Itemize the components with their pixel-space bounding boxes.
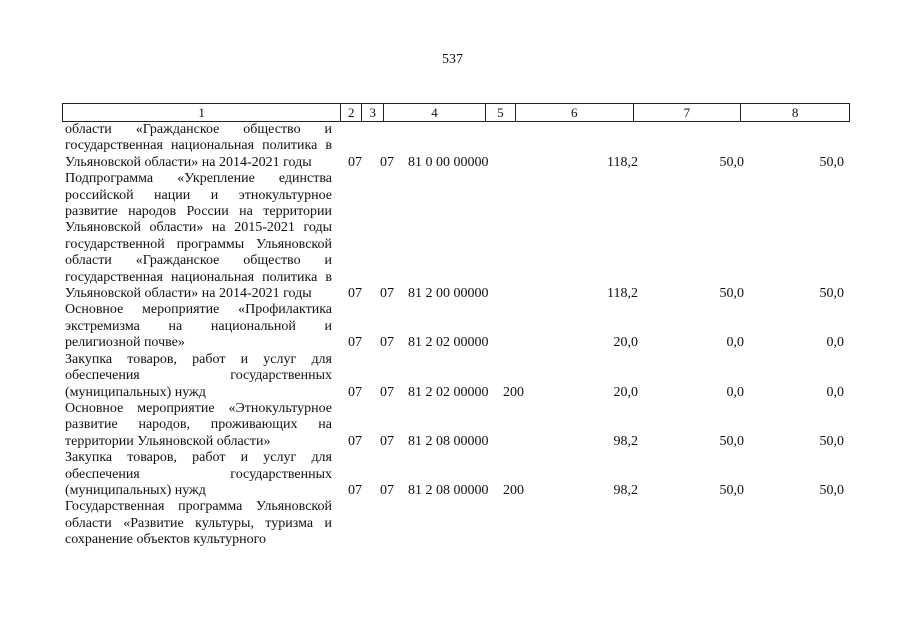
header-col-2: 2 [341, 104, 362, 121]
row-col-3: 07 [380, 154, 394, 170]
row-col-6: 98,2 [613, 482, 638, 498]
page-number: 537 [442, 52, 463, 67]
row-col-4: 81 2 08 00000 [408, 482, 489, 498]
row-col-7: 50,0 [719, 482, 744, 498]
row-col-2: 07 [348, 482, 362, 498]
row-col-3: 07 [380, 433, 394, 449]
row-col-7: 0,0 [726, 384, 744, 400]
row-col-8: 50,0 [819, 482, 844, 498]
row-description: Закупка товаров, работ и услуг для обеспечения государственных (муниципальных) нужд [65, 450, 332, 498]
row-description: Подпрограмма «Укрепление единства российской нации и этнокультурное развитие народов России на территории Ульяновской области» на 2015-2021 годы государственной программы Ульяновской области «Гражданское общество и государственная национальная политика в Ульяновской области» на 2014-2021 годы [65, 171, 332, 302]
table-row [62, 401, 850, 450]
row-col-2: 07 [348, 335, 362, 351]
header-col-3: 3 [362, 104, 384, 121]
header-col-1: 1 [63, 104, 341, 121]
row-description: области «Гражданское общество и государственная национальная политика в Ульяновской области» на 2014-2021 годы [65, 122, 332, 170]
row-col-7: 50,0 [719, 154, 744, 170]
row-col-4: 81 2 02 00000 [408, 335, 489, 351]
row-description: Основное мероприятие «Этнокультурное развитие народов, проживающих на территории Ульяновской области» [65, 400, 332, 449]
row-col-8: 50,0 [819, 433, 844, 449]
row-col-2: 07 [348, 154, 362, 170]
row-col-2: 07 [348, 384, 362, 400]
row-col-6: 98,2 [613, 433, 638, 449]
row-col-8: 50,0 [819, 154, 844, 170]
row-col-4: 81 2 02 00000 [408, 384, 489, 400]
row-col-8: 50,0 [819, 286, 844, 302]
row-col-4: 81 2 00 00000 [408, 286, 489, 302]
table-row [62, 122, 850, 171]
row-col-6: 20,0 [613, 384, 638, 400]
row-col-4: 81 2 08 00000 [408, 433, 489, 449]
table-header [62, 103, 850, 122]
table-row [62, 352, 850, 401]
row-col-3: 07 [380, 384, 394, 400]
header-col-5: 5 [486, 104, 516, 121]
header-col-4: 4 [384, 104, 486, 121]
header-col-6: 6 [516, 104, 634, 121]
row-col-2: 07 [348, 433, 362, 449]
row-col-4: 81 0 00 00000 [408, 154, 489, 170]
row-col-3: 07 [380, 482, 394, 498]
row-col-8: 0,0 [826, 384, 844, 400]
row-col-2: 07 [348, 286, 362, 302]
row-col-6: 118,2 [607, 154, 638, 170]
row-description: Основное мероприятие «Профилактика экстремизма на национальной и религиозной почве» [65, 302, 332, 351]
row-col-3: 07 [380, 286, 394, 302]
row-col-5: 200 [503, 482, 524, 498]
table-row [62, 450, 850, 499]
row-description: Закупка товаров, работ и услуг для обеспечения государственных (муниципальных) нужд [65, 351, 332, 400]
table-row [62, 302, 850, 351]
row-col-8: 0,0 [826, 335, 844, 351]
row-col-5: 200 [503, 384, 524, 400]
row-description: Государственная программа Ульяновской области «Развитие культуры, туризма и сохранение объектов культурного [65, 499, 332, 548]
row-col-7: 0,0 [726, 335, 744, 351]
row-col-6: 20,0 [613, 335, 638, 351]
row-col-7: 50,0 [719, 433, 744, 449]
header-col-7: 7 [634, 104, 742, 121]
table-row [62, 171, 850, 302]
table-body [62, 122, 850, 549]
row-col-6: 118,2 [607, 286, 638, 302]
table-row [62, 499, 850, 548]
row-col-3: 07 [380, 335, 394, 351]
row-col-7: 50,0 [719, 286, 744, 302]
header-col-8: 8 [791, 105, 799, 120]
